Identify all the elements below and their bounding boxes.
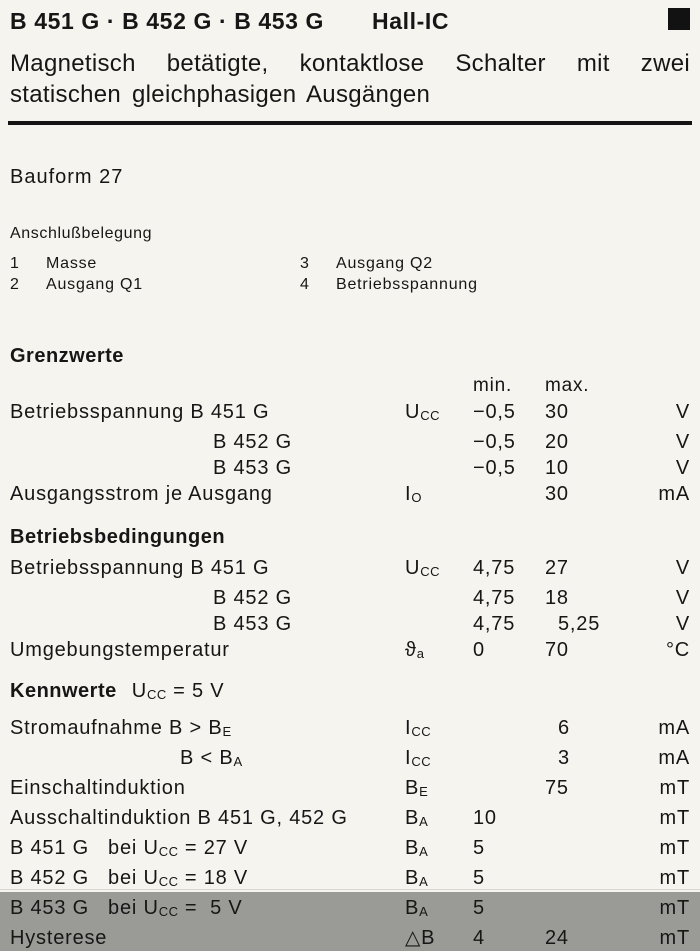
spec-row [10,555,690,585]
spec-unit: mA [658,747,690,769]
spec-unit: V [675,457,690,479]
spec-unit: mA [658,717,690,739]
spec-label: B 451 G bei UCC = 27 V [10,837,249,859]
pin-label: Ausgang Q2 [336,255,433,272]
spec-row [10,775,690,805]
pinout-heading: Anschlußbelegung [10,225,153,242]
spec-max: 27 [545,557,569,579]
spec-min: 4,75 [473,557,516,579]
spec-max: 20 [545,431,569,453]
section-heading-grenzwerte: Grenzwerte [10,345,124,367]
spec-label: Hysterese [10,927,108,949]
spec-symbol: △B [405,927,436,949]
spec-unit: mT [659,927,690,949]
spec-unit: mT [659,897,690,919]
product-type-label: Hall-IC [372,8,450,34]
spec-label: Stromaufnahme B > BE [10,717,232,739]
spec-label: B 452 G [213,431,292,453]
subtitle-line-2: statischen gleichphasigen Ausgängen [10,81,431,108]
spec-unit: V [675,613,690,635]
spec-table [10,344,690,951]
spec-label: B 452 G bei UCC = 18 V [10,867,249,889]
spec-min: 5 [473,897,485,919]
spec-row [10,895,690,925]
bottom-rule [0,889,700,890]
spec-symbol: ϑa [405,639,425,661]
spec-label: Betriebsspannung B 451 G [10,401,270,423]
spec-unit: V [675,557,690,579]
spec-symbol: BA [405,897,429,919]
spec-min: 4,75 [473,613,516,635]
spec-row [10,481,690,511]
spec-symbol: UCC [405,401,441,423]
spec-label: B 453 G [213,613,292,635]
spec-label: Ausgangsstrom je Ausgang [10,483,273,505]
spec-column-header [10,373,690,399]
spec-row [10,805,690,835]
pin-number: 2 [10,276,20,293]
spec-max: 75 [545,777,569,799]
spec-max: 30 [545,401,569,423]
spec-min: 4,75 [473,587,516,609]
spec-unit: V [675,431,690,453]
column-header-min: min. [473,375,513,396]
spec-max: 3 [558,747,570,769]
spec-label: Betriebsspannung B 451 G [10,557,270,579]
section-heading-kennwerte: Kennwerte UCC = 5 V [10,680,225,702]
spec-row [10,585,690,611]
spec-max: 18 [545,587,569,609]
pin-number: 1 [10,255,20,272]
spec-unit: mT [659,777,690,799]
spec-min: 5 [473,837,485,859]
spec-label: B < BA [180,747,243,769]
test-condition: UCC = 5 V [131,680,225,702]
spec-label: B 453 G bei UCC = 5 V [10,897,243,919]
spec-symbol: BE [405,777,429,799]
pin-number: 3 [300,255,310,272]
spec-row [10,835,690,865]
spec-label: Einschaltinduktion [10,777,186,799]
spec-min: −0,5 [473,431,516,453]
spec-min: 10 [473,807,497,829]
spec-max: 24 [545,927,569,949]
spec-symbol: ICC [405,747,432,769]
spec-row [10,925,690,951]
spec-label: B 453 G [213,457,292,479]
spec-label: B 452 G [213,587,292,609]
spec-max: 10 [545,457,569,479]
spec-min: 5 [473,867,485,889]
pin-label: Betriebsspannung [336,276,478,293]
spec-min: −0,5 [473,401,516,423]
spec-row [10,745,690,775]
spec-row [10,429,690,455]
pin-number: 4 [300,276,310,293]
spec-unit: mT [659,807,690,829]
spec-symbol: IO [405,483,422,505]
spec-symbol: BA [405,837,429,859]
spec-symbol: ICC [405,717,432,739]
spec-row [10,637,690,667]
spec-row [10,611,690,637]
spec-min: 0 [473,639,485,661]
corner-square-mark [668,8,690,30]
pin-label: Masse [46,255,98,272]
spec-symbol: UCC [405,557,441,579]
spec-max: 6 [558,717,570,739]
spec-max: 30 [545,483,569,505]
pin-label: Ausgang Q1 [46,276,143,293]
pinout-table [10,255,690,294]
spec-unit: mT [659,837,690,859]
spec-symbol: BA [405,867,429,889]
column-header-max: max. [545,375,590,396]
spec-unit: V [675,401,690,423]
page-subtitle [10,48,690,110]
spec-max: 5,25 [558,613,601,635]
spec-row [10,399,690,429]
spec-label: Ausschaltinduktion B 451 G, 452 G [10,807,348,829]
header-rule [8,121,692,125]
spec-unit: V [675,587,690,609]
spec-unit: mT [659,867,690,889]
spec-row [10,715,690,745]
spec-unit: °C [665,639,690,661]
page-header [10,8,690,35]
spec-max: 70 [545,639,569,661]
bauform-label: Bauform 27 [10,166,124,188]
spec-row [10,455,690,481]
spec-symbol: BA [405,807,429,829]
spec-row [10,865,690,895]
section-heading-betriebsbedingungen: Betriebsbedingungen [10,526,226,548]
page-title: B 451 G · B 452 G · B 453 G [10,8,325,34]
spec-min: −0,5 [473,457,516,479]
spec-unit: mA [658,483,690,505]
spec-min: 4 [473,927,485,949]
spec-label: Umgebungstemperatur [10,639,230,661]
subtitle-line-1: Magnetisch betätigte, kontaktlose Schalter mit zwei [10,50,690,77]
